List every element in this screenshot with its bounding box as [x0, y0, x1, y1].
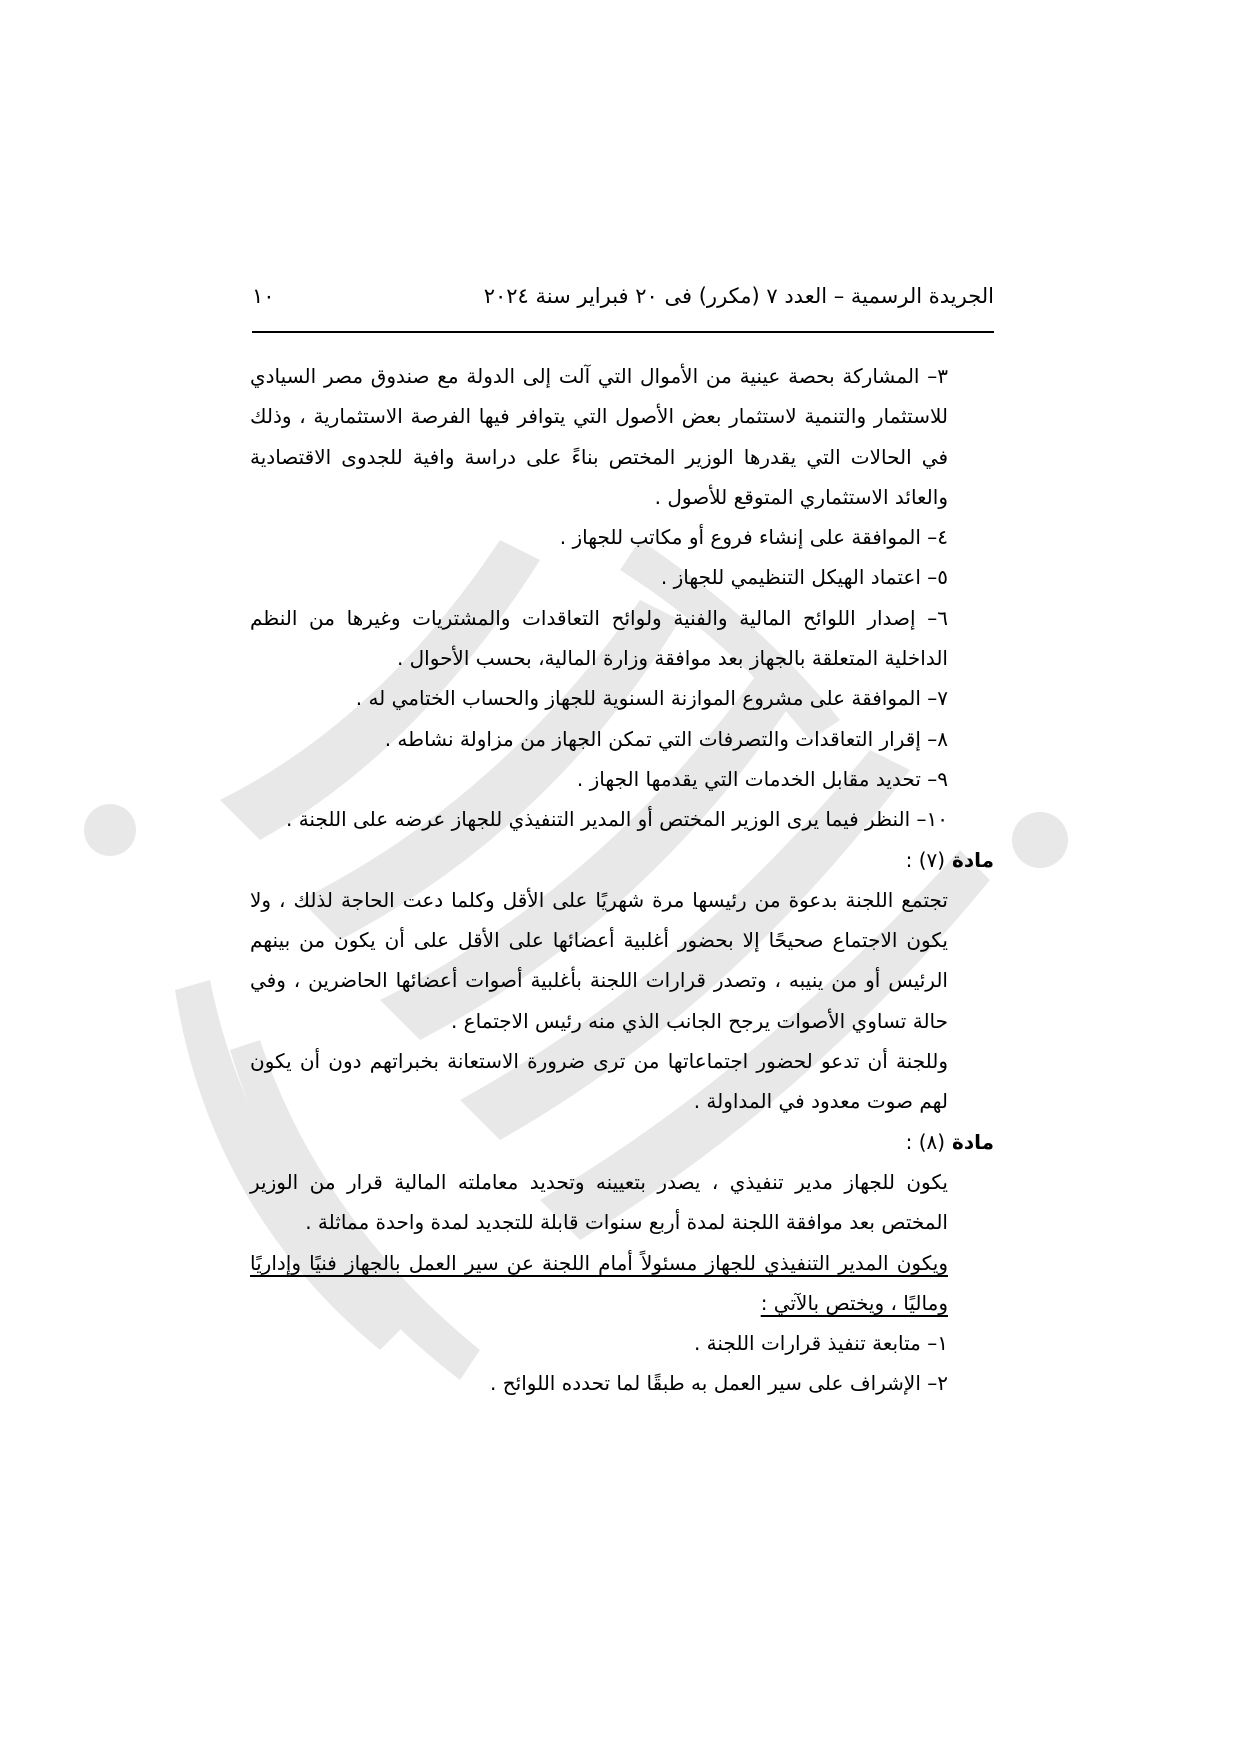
list-item: ٢– الإشراف على سير العمل به طبقًا لما تحدده اللوائح .: [490, 1371, 948, 1396]
list-item: ٤– الموافقة على إنشاء فروع أو مكاتب للجهاز .: [559, 525, 948, 550]
underlined-paragraph: ويكون المدير التنفيذي للجهاز مسئولاً أمام اللجنة عن سير العمل بالجهاز فنيًا وإداريًا وماليًا ، ويختص بالآتي :: [250, 1250, 948, 1315]
article-7-heading: [250, 840, 994, 880]
page-header: [252, 284, 994, 308]
list-item: ٥– اعتماد الهيكل التنظيمي للجهاز .: [660, 565, 948, 590]
list-item: ٩– تحديد مقابل الخدمات التي يقدمها الجهاز .: [576, 766, 948, 791]
list-item: ١٠– النظر فيما يرى الوزير المختص أو المدير التنفيذي للجهاز عرضه على اللجنة .: [285, 807, 948, 832]
article-number: (٧) :: [905, 847, 946, 872]
article-8-heading: [250, 1122, 994, 1162]
list-item: ٧– الموافقة على مشروع الموازنة السنوية للجهاز والحساب الختامي له .: [355, 686, 948, 711]
document-body: [250, 356, 994, 1404]
paragraph: يكون للجهاز مدير تنفيذي ، يصدر بتعيينه وتحديد معاملته المالية قرار من الوزير المختص بعد موافقة اللجنة لمدة أربع سنوات قابلة للتجديد لمدة واحدة مماثلة .: [250, 1169, 948, 1235]
article-number: (٨) :: [905, 1129, 946, 1154]
paragraph: وللجنة أن تدعو لحضور اجتماعاتها من ترى ضرورة الاستعانة بخبراتهم دون أن يكون لهم صوت معدود في المداولة .: [250, 1049, 948, 1114]
header-title: الجريدة الرسمية – العدد ٧ (مكرر) فى ٢٠ فبراير سنة ٢٠٢٤: [483, 284, 994, 308]
article-label: مادة: [952, 1129, 994, 1154]
paragraph: تجتمع اللجنة بدعوة من رئيسها مرة شهريًا على الأقل وكلما دعت الحاجة لذلك ، ولا يكون الاجتماع صحيحًا إلا بحضور أغلبية أعضائها على الأقل على أن يكون من بينهم الرئيس أو من ينيبه ، وتصدر قرارات اللجنة بأغلبية أصوات أعضائها الحاضرين ، وفي حالة تساوي الأصوات يرجح الجانب الذي منه رئيس الاجتماع .: [250, 887, 948, 1033]
article-label: مادة: [952, 847, 994, 872]
page-number: ١٠: [252, 284, 275, 308]
list-item: ٨– إقرار التعاقدات والتصرفات التي تمكن الجهاز من مزاولة نشاطه .: [384, 726, 948, 751]
list-item: ٦– إصدار اللوائح المالية والفنية ولوائح التعاقدات والمشتريات وغيرها من النظم الداخلية المتعلقة بالجهاز بعد موافقة وزارة المالية، بحسب الأحوال .: [250, 605, 948, 671]
list-item: ٣– المشاركة بحصة عينية من الأموال التي آلت إلى الدولة مع صندوق مصر السيادي للاستثمار والتنمية لاستثمار بعض الأصول التي يتوافر فيها الفرصة الاستثمارية ، وذلك في الحالات التي يقدرها الوزير المختص بناءً على دراسة وافية للجدوى الاقتصادية والعائد الاستثماري المتوقع للأصول .: [250, 364, 948, 509]
list-item: ١– متابعة تنفيذ قرارات اللجنة .: [693, 1331, 948, 1356]
header-divider: [252, 331, 994, 333]
